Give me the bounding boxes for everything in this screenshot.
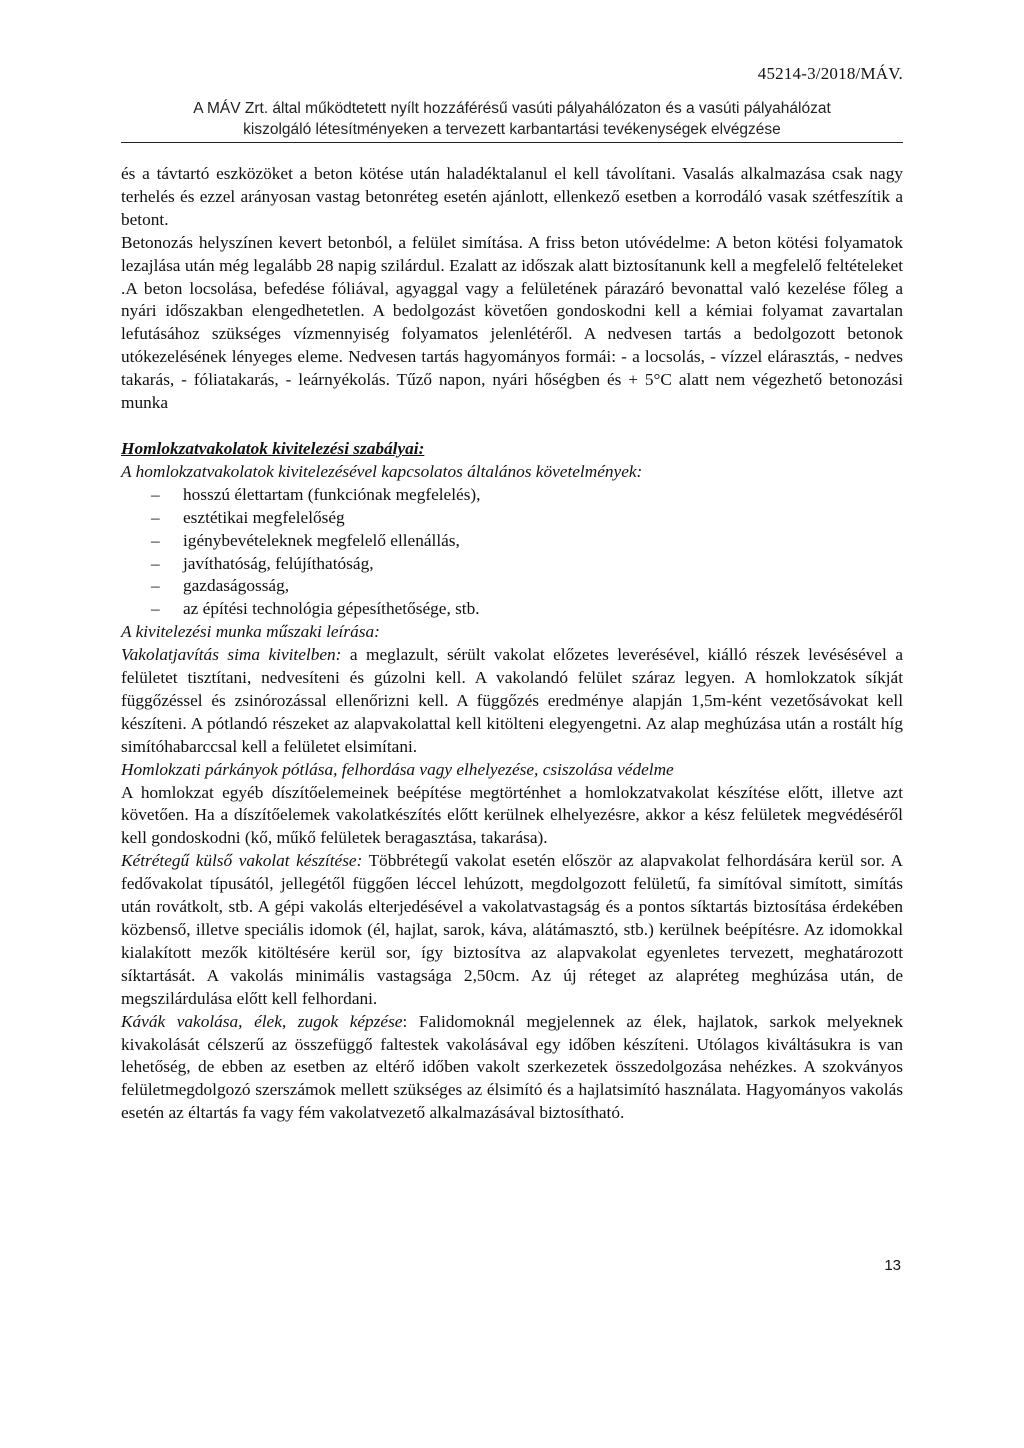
item-label: Kétrétegű külső vakolat készítése: xyxy=(121,851,363,871)
list-item xyxy=(121,575,903,598)
list-item xyxy=(121,530,903,553)
description-title: A kivitelezési munka műszaki leírása: xyxy=(121,622,380,642)
dash-bullet: – xyxy=(151,484,160,504)
list-item xyxy=(121,598,903,621)
section-title-text: Homlokzatvakolatok kivitelezési szabályai: xyxy=(121,438,425,458)
document-number: 45214-3/2018/MÁV. xyxy=(757,64,903,83)
list-item-text: hosszú élettartam (funkciónak megfelelés), xyxy=(183,484,481,504)
list-item-text: az építési technológia gépesíthetősége, stb. xyxy=(183,599,480,619)
dash-bullet: – xyxy=(151,530,160,550)
dash-bullet: – xyxy=(151,599,160,619)
item-text: : Falidomoknál megjelennek az élek, hajlatok, sarkok melyeknek kivakolását célszerű az összefüggő faltestek vakolásával egy időben készíteni. Utólagos kiváltásukra is van lehetőség, de ebben az esetben az eltérő időben vakolt szerkezetek összedolgozása nehézkes. A szokványos felületmegdolgozó szerszámok mellett szükséges az élsimító és a hajlatsimító használata. Hagyományos vakolás esetén az éltartás fa vagy fém vakolatvezető alkalmazásával biztosítható. xyxy=(121,1011,904,1123)
page-number: 13 xyxy=(884,1257,901,1274)
item-cornice-text: A homlokzat egyéb díszítőelemeinek beépítése megtörténhet a homlokzatvakolat készítése előtt, illetve azt követően. Ha a díszítőelemek vakolatkészítés előtt kerülnek elhelyezésre, akkor a kész felületek megvédéséről kell gondoskodni (kő, műkő felületek beragasztása, takarása). xyxy=(121,782,903,848)
page-header xyxy=(121,98,903,143)
list-item-text: javíthatóság, felújíthatóság, xyxy=(183,553,374,573)
list-item xyxy=(121,507,903,530)
item-two-layer-plaster xyxy=(121,850,903,1010)
section-title xyxy=(121,438,903,461)
spacer xyxy=(121,415,903,438)
dash-bullet: – xyxy=(151,576,160,596)
list-item xyxy=(121,484,903,507)
item-reveal-plastering xyxy=(121,1011,903,1126)
dash-bullet: – xyxy=(151,507,160,527)
list-item-text: esztétikai megfelelőség xyxy=(183,507,345,527)
paragraph-concreting: Betonozás helyszínen kevert betonból, a felület simítása. A friss beton utóvédelme: A beton kötési folyamatok lezajlása után még legalább 28 napig szilárdul. Ezalatt az időszak alatt biztosítanunk kell a megfelelő feltételeket .A beton locsolása, befedése fóliával, agyaggal vagy a felületének párazáró bevonattal való kezelése főleg a nyári időszakban elengedhetetlen. A bedolgozást követően gondoskodni kell a kémiai folyamat zavartalan lefutásához szükséges vízmennyiség folyamatos jelenlétéről. A nedvesen tartás a bedolgozott betonok utókezelésének lényeges eleme. Nedvesen tartás hagyományos formái: - a locsolás, - vízzel elárasztás, - nedves takarás, - fóliatakarás, - leárnyékolás. Tűző napon, nyári hőségben és + 5°C alatt nem végezhető betonozási munka xyxy=(121,232,903,413)
list-item-text: gazdaságosság, xyxy=(183,576,290,596)
requirements-list xyxy=(121,484,903,621)
document-body xyxy=(121,163,903,1125)
section-subtitle: A homlokzatvakolatok kivitelezésével kapcsolatos általános követelmények: xyxy=(121,461,643,481)
item-plaster-repair xyxy=(121,644,903,759)
item-text: a meglazult, sérült vakolat előzetes leverésével, kiálló részek levésésével a felületet tisztítani, nedvesíteni és gúzolni kell. A vakolandó felület száraz legyen. A homlokzatok síkját függőzéssel és zsinórozással ellenőrizni kell. A függőzés eredménye alapján 1,5m-ként vezetősávokat kell készíteni. A pótlandó részeket az alapvakolattal kell kitölteni elegyengetni. Az alap meghúzása után a rostált híg simítóhabarccsal kell a felületet elsimítani. xyxy=(121,645,903,756)
item-label: Vakolatjavítás sima kivitelben: xyxy=(121,645,342,665)
header-line-2: kiszolgáló létesítményeken a tervezett karbantartási tevékenységek elvégzése xyxy=(243,121,781,138)
dash-bullet: – xyxy=(151,553,160,573)
paragraph-reinforcement: és a távtartó eszközöket a beton kötése után haladéktalanul el kell távolítani. Vasalás alkalmazása csak nagy terhelés és ezzel arányosan vastag betonréteg esetén ajánlott, ellenkező esetben a korrodáló vasak szétfeszítik a betont. xyxy=(121,164,903,229)
list-item xyxy=(121,553,903,576)
item-cornice-label: Homlokzati párkányok pótlása, felhordása vagy elhelyezése, csiszolása védelme xyxy=(121,759,674,779)
item-label: Kávák vakolása, élek, zugok képzése xyxy=(121,1011,403,1031)
list-item-text: igénybevételeknek megfelelő ellenállás, xyxy=(183,530,460,550)
item-text: Többrétegű vakolat esetén először az alapvakolat felhordására kerül sor. A fedővakolat típusától, jellegétől függően léccel lehúzott, megdolgozott felületű, fa simítóval simított, simítás után rovátkolt, stb. A gépi vakolás elterjedésével a vakolatvastagság és a pontos síktartás biztosítása érdekében közbenső, illetve speciális idomok (él, hajlat, sarok, káva, alátámasztó, stb.) kerülnek beépítésre. Az idomokkal kialakított mezők kitöltésére kerül sor, így biztosítva az alapvakolat egyenletes tervezett, meghatározott síktartását. A vakolás minimális vastagsága 2,50cm. Az új réteget az alapréteg meghúzása után, de megszilárdulása előtt kell felhordani. xyxy=(121,851,903,1008)
header-line-1: A MÁV Zrt. által működtetett nyílt hozzáférésű vasúti pályahálózaton és a vasúti pályahálózat xyxy=(193,100,831,117)
